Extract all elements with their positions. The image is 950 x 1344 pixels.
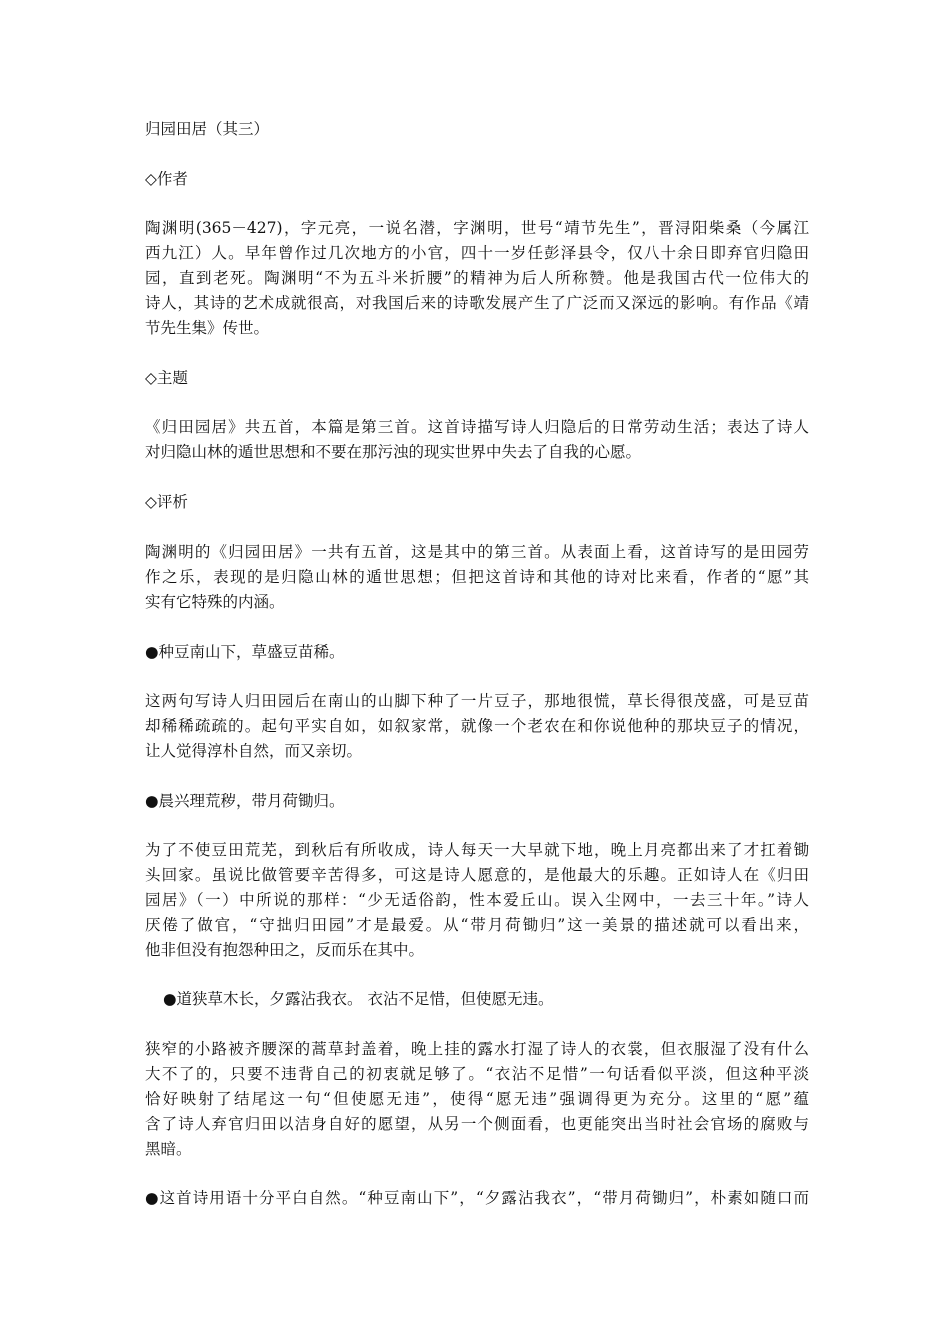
- verse-heading-2: ●晨兴理荒秽，带月荷锄归。: [145, 792, 345, 810]
- theme-line: 对归隐山林的遁世思想和不要在那污浊的现实世界中失去了自我的心愿。: [145, 443, 642, 461]
- commentary-line: 这两句写诗人归田园后在南山的山脚下种了一片豆子，那地很慌，草长得很茂盛，可是豆苗: [145, 692, 809, 710]
- verse-heading-1: ●种豆南山下，草盛豆苗稀。: [145, 643, 345, 661]
- commentary-line: 却稀稀疏疏的。起句平实自如，如叙家常，就像一个老农在和你说他种的那块豆子的情况，: [145, 717, 809, 735]
- theme-paragraph: [145, 415, 809, 465]
- author-paragraph: [145, 216, 809, 341]
- commentary-line: 大不了的，只要不违背自己的初衷就足够了。“衣沾不足惜”一句话看似平淡，但这种平淡: [145, 1065, 809, 1083]
- author-line: 西九江）人。早年曾作过几次地方的小官，四十一岁任彭泽县令，仅八十余日即弃官归隐田: [145, 244, 809, 262]
- verse-commentary-2: [145, 838, 809, 963]
- theme-heading: ◇主题: [145, 369, 188, 387]
- commentary-line: 头回家。虽说比做管要辛苦得多，可这是诗人愿意的，是他最大的乐趣。正如诗人在《归田: [145, 866, 809, 884]
- analysis-heading: ◇评析: [145, 493, 188, 511]
- commentary-line: 厌倦了做官，“守拙归田园”才是最爱。从“带月荷锄归”这一美景的描述就可以看出来，: [145, 916, 809, 934]
- author-heading: ◇作者: [145, 170, 188, 188]
- analysis-line: 实有它特殊的内涵。: [145, 593, 285, 611]
- commentary-line: 含了诗人弃官归田以洁身自好的愿望，从另一个侧面看，也更能突出当时社会官场的腐败与: [145, 1115, 809, 1133]
- commentary-line: 黑暗。: [145, 1140, 192, 1158]
- analysis-line: 陶渊明的《归园田居》一共有五首，这是其中的第三首。从表面上看，这首诗写的是田园劳: [145, 543, 809, 561]
- commentary-line: 为了不使豆田荒芜，到秋后有所收成，诗人每天一大早就下地，晚上月亮都出来了才扛着锄: [145, 841, 809, 859]
- commentary-line: 他非但没有抱怨种田之，反而乐在其中。: [145, 941, 425, 959]
- commentary-line: ●这首诗用语十分平白自然。“种豆南山下”，“夕露沾我衣”，“带月荷锄归”，朴素如随口而: [145, 1189, 809, 1207]
- author-line: 诗人，其诗的艺术成就很高，对我国后来的诗歌发展产生了广泛而又深远的影响。有作品《靖: [145, 294, 809, 312]
- commentary-line: 恰好映射了结尾这一句“但使愿无违”，使得“愿无违”强调得更为充分。这里的“愿”蕴: [145, 1090, 809, 1108]
- verse-commentary-1: [145, 689, 809, 764]
- verse-commentary-4: [145, 1186, 809, 1211]
- analysis-line: 作之乐，表现的是归隐山林的遁世思想；但把这首诗和其他的诗对比来看，作者的“愿”其: [145, 568, 809, 586]
- verse-heading-3: ●道狭草木长，夕露沾我衣。 衣沾不足惜，但使愿无违。: [163, 990, 554, 1008]
- author-line: 园，直到老死。陶渊明“不为五斗米折腰”的精神为后人所称赞。他是我国古代一位伟大的: [145, 269, 809, 287]
- document-title: 归园田居（其三）: [145, 120, 270, 138]
- author-line: 陶渊明(365－427)，字元亮，一说名潜，字渊明，世号“靖节先生”，晋浔阳柴桑（今属江: [145, 219, 809, 237]
- commentary-line: 园居》（一）中所说的那样：“少无适俗韵，性本爱丘山。误入尘网中，一去三十年。”诗人: [145, 891, 809, 909]
- verse-commentary-3: [145, 1037, 809, 1162]
- commentary-line: 狭窄的小路被齐腰深的蒿草封盖着，晚上挂的露水打湿了诗人的衣裳，但衣服湿了没有什么: [145, 1040, 809, 1058]
- theme-line: 《归田园居》共五首，本篇是第三首。这首诗描写诗人归隐后的日常劳动生活；表达了诗人: [145, 418, 809, 436]
- analysis-paragraph: [145, 540, 809, 615]
- author-line: 节先生集》传世。: [145, 319, 270, 337]
- commentary-line: 让人觉得淳朴自然，而又亲切。: [145, 742, 363, 760]
